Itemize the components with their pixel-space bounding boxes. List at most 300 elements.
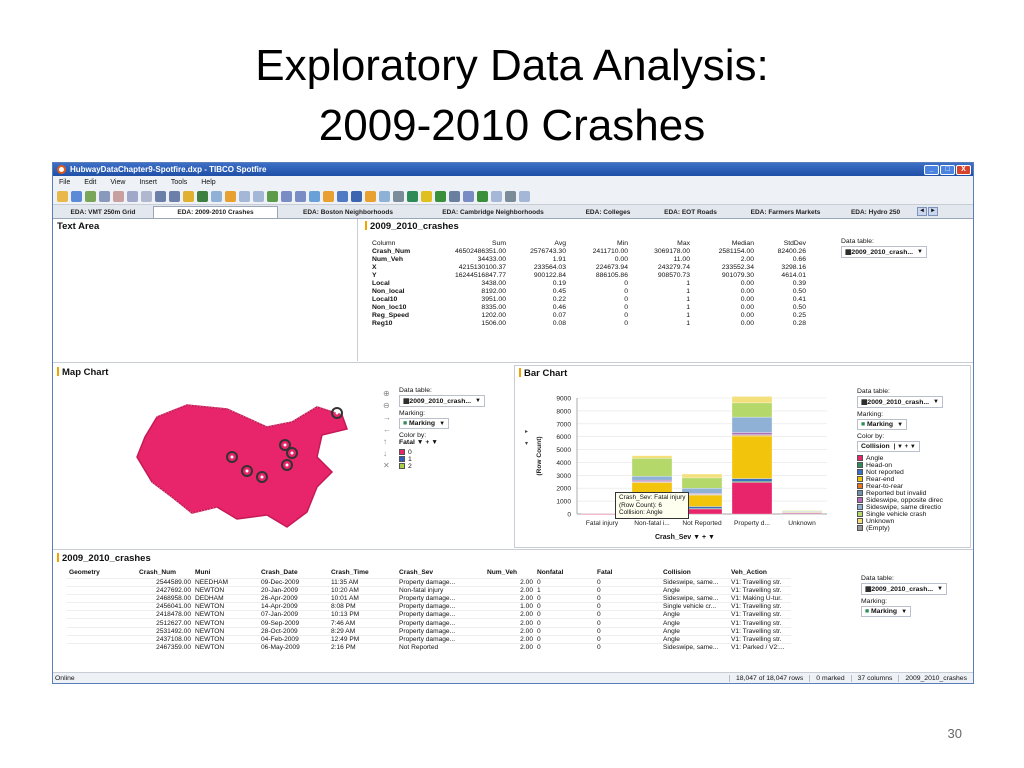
summary-cell: 0.00 [740,295,754,303]
table-cell [67,611,137,619]
pan-down-icon[interactable]: ↓ [383,449,387,458]
table-cell: 14-Apr-2009 [259,603,329,611]
map-chart-panel [57,367,509,547]
y-tick-label: 6000 [556,434,571,442]
table-cell: Angle [661,627,729,635]
bar-segment[interactable] [632,476,672,480]
layout-icon[interactable] [491,191,502,202]
status-table[interactable]: 2009_2010_crashes [898,675,973,682]
bar-segment[interactable] [632,456,672,459]
copy-icon[interactable] [127,191,138,202]
table-cell: Single vehicle cr... [661,603,729,611]
table-cell [67,644,137,652]
summary-row [369,287,809,295]
grid-layout-icon[interactable] [519,191,530,202]
summary-cell: 0.39 [792,279,806,287]
bar-x-axis-selector[interactable]: Crash_Sev ▼ + ▼ [655,534,715,541]
table-cell: 09-Sep-2009 [259,619,329,627]
summary-cell: 0 [624,311,628,319]
heat-map-icon[interactable] [435,191,446,202]
table-cell: Sideswipe, same... [661,644,729,652]
tab-boston-neighborhoods[interactable]: EDA: Boston Neighborhoods [303,209,393,216]
lists-icon[interactable] [239,191,250,202]
summary-cell: 0.41 [792,295,806,303]
table-row[interactable] [67,619,791,627]
pan-right-icon[interactable]: → [383,413,391,422]
legend-item[interactable] [857,476,943,483]
data-table-title: 2009_2010_crashes [57,553,969,564]
tab-vmt-grid[interactable]: EDA: VMT 250m Grid [70,209,136,216]
bar-chart-canvas[interactable] [521,390,841,545]
window-titlebar [53,163,973,176]
tab-hydro[interactable]: EDA: Hydro 250 [850,209,901,216]
x-tick-label: Fatal injury [585,520,619,527]
legend-item[interactable] [399,456,485,463]
tab-colleges[interactable]: EDA: Colleges [585,209,631,216]
table-cell: 0 [595,586,661,594]
table-cell: 12:49 PM [329,635,397,643]
tab-farmers-markets[interactable]: EDA: Farmers Markets [750,209,821,216]
collapse-axis-icon[interactable]: ▾ [525,441,529,447]
table-cell: 10:01 AM [329,594,397,602]
bar-data-table-select[interactable]: ▦ 2009_2010_crash... ▼ [857,396,943,408]
summary-cell: Non_loc10 [372,303,407,311]
legend-item[interactable] [857,525,943,532]
table-cell: 2427692.00 [137,586,193,594]
table-cell: Property damage... [397,578,485,586]
summary-cell: 0.66 [792,255,806,263]
summary-row [369,271,809,279]
table-marking-select[interactable]: ■ Marking ▼ [861,606,911,617]
summary-header-cell[interactable]: Sum [492,239,506,247]
legend-item[interactable] [857,490,943,497]
summary-table-title: 2009_2010_crashes [365,221,965,232]
summary-cell: 0.00 [740,319,754,327]
summary-cell: 2411710.00 [592,247,628,255]
table-row[interactable] [67,578,791,586]
summary-cell: 1 [686,287,690,295]
table-header-cell[interactable]: Nonfatal [537,569,564,577]
combination-chart-icon[interactable] [351,191,362,202]
table-header-cell[interactable]: Geometry [69,569,100,577]
legend-swatch [857,483,863,489]
tab-crashes[interactable]: EDA: 2009-2010 Crashes [153,206,278,218]
menu-file[interactable]: File [59,178,71,186]
summary-table-icon[interactable] [463,191,474,202]
bar-segment[interactable] [632,458,672,476]
3d-scatter-icon[interactable] [393,191,404,202]
summary-row [369,311,809,319]
bar-segment[interactable] [732,417,772,432]
table-cell: Angle [661,619,729,627]
legend-label: 2 [408,463,412,470]
properties-icon[interactable] [253,191,264,202]
legend-swatch [399,463,405,469]
slide-number: 30 [947,726,962,741]
summary-cell: Y [372,271,377,279]
table-header-cell[interactable]: Collision [663,569,691,577]
bar-marking-select[interactable]: ■ Marking ▼ [857,419,907,430]
status-bar [53,672,973,683]
parallel-coordinate-icon[interactable] [449,191,460,202]
summary-data-table-select[interactable]: ▦ 2009_2010_crash... ▼ [841,246,927,258]
table-cell: 0 [595,603,661,611]
pie-chart-icon[interactable] [365,191,376,202]
summary-table [369,239,809,327]
tab-scroll-right-icon[interactable]: ► [928,207,938,216]
summary-cell: 1 [686,303,690,311]
y-tick-label: 0 [567,511,571,519]
table-cell: Property damage... [397,619,485,627]
table-header-cell[interactable]: Num_Veh [487,569,518,577]
y-tick-label: 1000 [556,498,571,506]
table-cell: 2.00 [485,578,535,586]
legend-item[interactable] [857,462,943,469]
bar-chart-icon[interactable] [323,191,334,202]
x-tick-label: Property d... [734,520,770,527]
table-cell: Angle [661,611,729,619]
summary-cell: 8192.00 [481,287,506,295]
legend-swatch [857,525,863,531]
table-row[interactable] [67,594,791,602]
table-cell: NEWTON [193,644,259,652]
map-chart-title: Map Chart [57,367,509,378]
table-cell: V1: Travelling str. [729,578,791,586]
legend-swatch [857,518,863,524]
summary-cell: 82400.26 [777,247,806,255]
bar-marking-label: Marking: [857,411,884,418]
legend-item[interactable] [399,449,485,456]
table-cell: 26-Apr-2009 [259,594,329,602]
summary-cell: Non_local [372,287,405,295]
table-cell: Property damage... [397,594,485,602]
table-cell: Sideswipe, same... [661,594,729,602]
table-cell: 8:29 AM [329,627,397,635]
zoom-in-icon[interactable]: ⊕ [383,389,390,398]
menu-tools[interactable]: Tools [170,178,188,186]
summary-cell: 3069178.00 [654,247,690,255]
graphical-table-icon[interactable] [309,191,320,202]
legend-label: Reported but invalid [866,490,927,497]
table-cell: V1: Travelling str. [729,603,791,611]
table-cell [67,627,137,635]
summary-cell: 0.50 [792,303,806,311]
summary-header-cell[interactable]: StdDev [783,239,806,247]
summary-cell: Reg10 [372,319,393,327]
map-chart-icon[interactable] [407,191,418,202]
menu-insert[interactable]: Insert [139,178,157,186]
open-icon[interactable] [57,191,68,202]
summary-cell: 0.00 [740,303,754,311]
bar-segment[interactable] [782,510,822,511]
table-cell [67,619,137,627]
table-header-cell[interactable]: Veh_Action [731,569,767,577]
bar-segment[interactable] [732,481,772,482]
bar-chart-title: Bar Chart [519,368,970,379]
x-tick-label: Non-fatal i... [634,520,670,527]
bookmark-icon[interactable] [183,191,194,202]
crash-table[interactable] [67,568,791,652]
table-row[interactable] [67,627,791,635]
summary-cell: 908570.73 [657,271,690,279]
data-table-label: Data table: [841,238,874,245]
table-cell: Angle [661,586,729,594]
table-row[interactable] [67,586,791,594]
zoom-out-icon[interactable]: ⊖ [383,401,390,410]
table-cell: 2468958.00 [137,594,193,602]
table-cell [67,594,137,602]
legend-label: (Empty) [866,525,890,532]
table-cell: 0 [535,635,595,643]
summary-cell: 16244516847.77 [454,271,506,279]
pan-up-icon[interactable]: ↑ [383,437,387,446]
filter-icon[interactable] [197,191,208,202]
y-tick-label: 7000 [556,421,571,429]
text-area-icon[interactable] [267,191,278,202]
map-data-table-select[interactable]: ▦ 2009_2010_crash... ▼ [399,395,485,407]
legend-item[interactable] [857,483,943,490]
summary-cell: 3298.16 [781,263,806,271]
y-tick-label: 2000 [556,485,571,493]
summary-cell: 1.91 [552,255,566,263]
summary-cell: 0.25 [792,311,806,319]
summary-header-cell[interactable]: Max [677,239,690,247]
legend-item[interactable] [857,497,943,504]
spotfire-logo-icon [57,165,66,174]
table-cell: 04-Feb-2009 [259,635,329,643]
summary-header-cell[interactable]: Avg [554,239,566,247]
legend-label: Angle [866,455,884,462]
minimize-button[interactable]: _ [924,165,939,175]
map-color-by-select[interactable]: Fatal ▼ + ▼ [399,439,438,446]
table-cell: 0 [595,619,661,627]
bar-segment[interactable] [732,436,772,479]
status-online: Online [55,674,75,682]
treemap-icon[interactable] [421,191,432,202]
map-data-table-label: Data table: [399,387,432,394]
table-cell: 0 [535,603,595,611]
redo-icon[interactable] [169,191,180,202]
legend-item[interactable] [857,469,943,476]
summary-cell: 0.19 [552,279,566,287]
legend-item[interactable] [857,518,943,525]
table-data-table-select[interactable]: ▦ 2009_2010_crash... ▼ [861,583,947,595]
expand-axis-icon[interactable]: ▸ [525,429,529,435]
y-tick-label: 3000 [556,472,571,480]
menu-edit[interactable]: Edit [84,178,97,186]
table-cell: NEWTON [193,627,259,635]
map-color-by-label: Color by: [399,432,427,439]
table-cell: 06-May-2009 [259,644,329,652]
table-cell: 10:20 AM [329,586,397,594]
details-icon[interactable] [211,191,222,202]
menu-view[interactable]: View [110,178,126,186]
bar-properties [857,388,943,532]
summary-cell: Local [372,279,390,287]
reset-view-icon[interactable]: ✕ [383,461,390,470]
table-cell: Angle [661,635,729,643]
bar-color-by-select[interactable]: Collision | ▼ + ▼ [857,441,920,452]
table-cell: 2.00 [485,619,535,627]
table-row[interactable] [67,635,791,643]
legend-swatch [857,455,863,461]
table-row[interactable] [67,644,791,652]
table-properties [861,575,947,617]
tab-scroll-left-icon[interactable]: ◄ [917,207,927,216]
summary-cell: 1 [686,311,690,319]
summary-cell: X [372,263,377,271]
summary-cell: 3438.00 [481,279,506,287]
summary-header-row [369,239,809,247]
table-cell: Sideswipe, same... [661,578,729,586]
scatter-plot-icon[interactable] [379,191,390,202]
table-row[interactable] [67,603,791,611]
legend-label: Single vehicle crash [866,511,927,518]
legend-swatch [857,511,863,517]
table-header-cell[interactable]: Crash_Time [331,569,369,577]
legend-label: 0 [408,449,412,456]
map-marking-label: Marking: [399,410,426,417]
legend-label: Unknown [866,518,895,525]
bar-segment[interactable] [732,482,772,514]
menu-help[interactable]: Help [201,178,216,186]
summary-header-cell[interactable]: Median [731,239,754,247]
table-cell: 0 [535,594,595,602]
tab-cambridge-neighborhoods[interactable]: EDA: Cambridge Neighborhoods [442,209,544,216]
map-canvas[interactable] [117,387,357,537]
row-divider [53,362,974,363]
table-cell: 2.00 [485,586,535,594]
text-area-panel [57,221,357,361]
table-header-cell[interactable]: Crash_Num [139,569,177,577]
paste-icon[interactable] [141,191,152,202]
table-cell: 2.00 [485,635,535,643]
bar-segment[interactable] [632,480,672,481]
legend-swatch [399,456,405,462]
bar-segment[interactable] [682,474,722,478]
legend-label: 1 [408,456,412,463]
cross-table-icon[interactable] [295,191,306,202]
legend-item[interactable] [857,511,943,518]
table-cell: 0 [595,578,661,586]
legend-item[interactable] [857,504,943,511]
close-button[interactable]: X [956,165,971,175]
legend-swatch [857,462,863,468]
tags-icon[interactable] [225,191,236,202]
table-header-cell[interactable]: Crash_Sev [399,569,434,577]
maximize-button[interactable]: □ [940,165,955,175]
status-marked: 0 marked [809,675,850,682]
x-tick-label: Not Reported [682,520,722,527]
data-table-panel [57,553,969,671]
table-cell: 2531492.00 [137,627,193,635]
summary-cell: Local10 [372,295,398,303]
bar-segment[interactable] [732,479,772,482]
summary-cell: 0.46 [552,303,566,311]
pan-left-icon[interactable]: ← [383,425,391,434]
legend-swatch [857,469,863,475]
legend-swatch [857,497,863,503]
summary-cell: Crash_Num [372,247,411,255]
summary-cell: 2581154.00 [718,247,754,255]
summary-cell: 233552.34 [721,263,754,271]
toolbar [53,188,973,205]
legend-item[interactable] [857,455,943,462]
legend-swatch [857,504,863,510]
panel-divider [357,219,358,361]
cut-icon[interactable] [113,191,124,202]
summary-row [369,303,809,311]
bar-segment[interactable] [732,403,772,417]
table-cell: NEWTON [193,611,259,619]
settings-icon[interactable] [505,191,516,202]
legend-label: Not reported [866,469,904,476]
table-icon[interactable] [281,191,292,202]
table-cell: 0 [595,635,661,643]
tab-eot-roads[interactable]: EDA: EOT Roads [664,209,717,216]
legend-label: Rear-to-rear [866,483,904,490]
table-cell: 0 [595,594,661,602]
table-cell: V1: Travelling str. [729,586,791,594]
undo-icon[interactable] [155,191,166,202]
map-marking-select[interactable]: ■ Marking ▼ [399,418,449,429]
bar-segment[interactable] [732,396,772,402]
save-icon[interactable] [71,191,82,202]
box-plot-icon[interactable] [477,191,488,202]
bar-color-by-label: Color by: [857,433,885,440]
table-cell: 0 [535,578,595,586]
legend-item[interactable] [399,463,485,470]
table-header-cell[interactable]: Muni [195,569,211,577]
table-cell: Not Reported [397,644,485,652]
table-cell: DEDHAM [193,594,259,602]
bar-segment[interactable] [732,433,772,435]
summary-row [369,279,809,287]
summary-cell: 0 [624,279,628,287]
table-cell: 2456041.00 [137,603,193,611]
summary-cell: 0 [624,303,628,311]
summary-cell: 0.28 [792,319,806,327]
table-header-cell[interactable]: Fatal [597,569,613,577]
table-cell: 2.00 [485,611,535,619]
summary-header-cell[interactable]: Min [617,239,628,247]
summary-cell: Num_Veh [372,255,403,263]
summary-cell: 0.07 [552,311,566,319]
line-chart-icon[interactable] [337,191,348,202]
table-cell: 11:35 AM [329,578,397,586]
table-cell [67,635,137,643]
table-cell: Non-fatal injury [397,586,485,594]
map-nav-tools [383,389,391,470]
table-data-table-label: Data table: [861,575,894,582]
summary-cell: 0.00 [740,311,754,319]
refresh-icon[interactable] [85,191,96,202]
summary-cell: 0.00 [614,255,628,263]
summary-header-cell[interactable]: Column [372,239,396,247]
bar-segment[interactable] [682,478,722,488]
summary-cell: 0.00 [740,279,754,287]
bar-chart-panel [514,365,971,548]
print-icon[interactable] [99,191,110,202]
summary-cell: 8335.00 [481,303,506,311]
table-cell: V1: Making U-tur. [729,594,791,602]
legend-label: Rear-end [866,476,895,483]
y-tick-label: 9000 [556,395,571,403]
y-axis-label: (Row Count) [536,436,543,476]
table-header-cell[interactable]: Crash_Date [261,569,298,577]
table-row[interactable] [67,611,791,619]
summary-row [369,255,809,263]
